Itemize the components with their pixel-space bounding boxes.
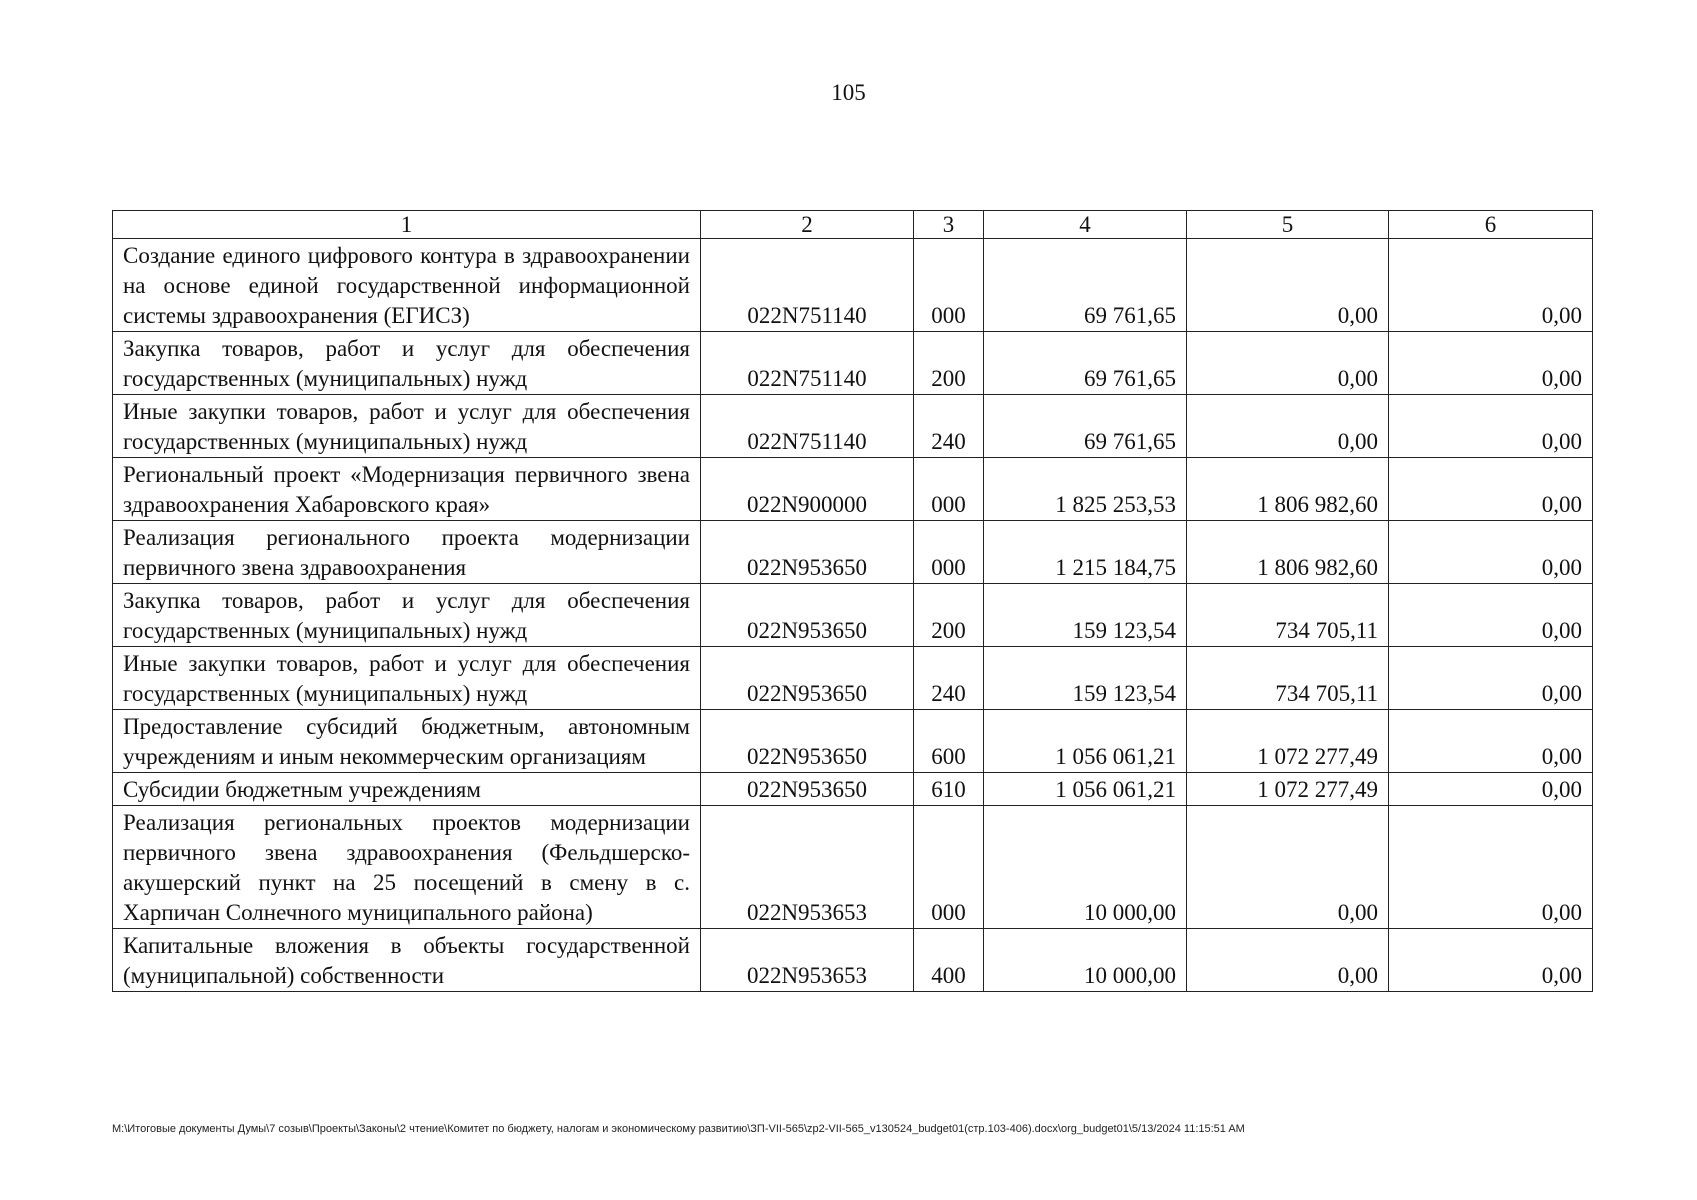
- expense-type-cell: 610: [914, 773, 984, 806]
- row-name-cell: Реализация регионального проекта модернизации первичного звена здравоохранения: [113, 521, 701, 584]
- amount-col6-cell: 0,00: [1389, 773, 1593, 806]
- amount-col5-cell: 0,00: [1187, 239, 1389, 332]
- row-name-cell: Предоставление субсидий бюджетным, автономным учреждениям и иным некоммерческим организациям: [113, 710, 701, 773]
- target-article-cell: 022N953653: [701, 806, 914, 929]
- amount-col5-cell: 0,00: [1187, 395, 1389, 458]
- column-header: 3: [914, 211, 984, 239]
- amount-col4-cell: 1 056 061,21: [984, 773, 1187, 806]
- table-row: [113, 458, 1593, 521]
- amount-col5-cell: 1 806 982,60: [1187, 521, 1389, 584]
- amount-col6-cell: 0,00: [1389, 806, 1593, 929]
- amount-col6-cell: 0,00: [1389, 584, 1593, 647]
- target-article-cell: 022N751140: [701, 395, 914, 458]
- row-name-cell: Иные закупки товаров, работ и услуг для обеспечения государственных (муниципальных) нужд: [113, 395, 701, 458]
- expense-type-cell: 200: [914, 332, 984, 395]
- amount-col6-cell: 0,00: [1389, 395, 1593, 458]
- amount-col6-cell: 0,00: [1389, 332, 1593, 395]
- table-row: [113, 647, 1593, 710]
- amount-col4-cell: 10 000,00: [984, 929, 1187, 992]
- row-name-cell: Региональный проект «Модернизация первичного звена здравоохранения Хабаровского края»: [113, 458, 701, 521]
- target-article-cell: 022N953653: [701, 929, 914, 992]
- table-row: [113, 332, 1593, 395]
- row-name-cell: Субсидии бюджетным учреждениям: [113, 773, 701, 806]
- expense-type-cell: 000: [914, 806, 984, 929]
- target-article-cell: 022N751140: [701, 332, 914, 395]
- table-row: [113, 239, 1593, 332]
- column-header: 2: [701, 211, 914, 239]
- table-body: [113, 239, 1593, 992]
- amount-col5-cell: 734 705,11: [1187, 584, 1389, 647]
- amount-col5-cell: 1 806 982,60: [1187, 458, 1389, 521]
- expense-type-cell: 240: [914, 395, 984, 458]
- table-row: [113, 773, 1593, 806]
- expense-type-cell: 240: [914, 647, 984, 710]
- column-header: 5: [1187, 211, 1389, 239]
- header-row: [113, 211, 1593, 239]
- expense-type-cell: 000: [914, 521, 984, 584]
- target-article-cell: 022N751140: [701, 239, 914, 332]
- amount-col4-cell: 1 825 253,53: [984, 458, 1187, 521]
- amount-col5-cell: 0,00: [1187, 332, 1389, 395]
- amount-col5-cell: 0,00: [1187, 806, 1389, 929]
- row-name-cell: Иные закупки товаров, работ и услуг для обеспечения государственных (муниципальных) нужд: [113, 647, 701, 710]
- amount-col6-cell: 0,00: [1389, 710, 1593, 773]
- table-header: [113, 211, 1593, 239]
- row-name-cell: Реализация региональных проектов модернизации первичного звена здравоохранения (Фельдшерско-акушерский пункт на 25 посещений в смену в с. Харпичан Солнечного муниципального района): [113, 806, 701, 929]
- amount-col4-cell: 69 761,65: [984, 395, 1187, 458]
- row-name-cell: Закупка товаров, работ и услуг для обеспечения государственных (муниципальных) нужд: [113, 584, 701, 647]
- expense-type-cell: 000: [914, 239, 984, 332]
- target-article-cell: 022N953650: [701, 773, 914, 806]
- target-article-cell: 022N953650: [701, 647, 914, 710]
- amount-col4-cell: 69 761,65: [984, 332, 1187, 395]
- target-article-cell: 022N900000: [701, 458, 914, 521]
- expense-type-cell: 400: [914, 929, 984, 992]
- column-header: 1: [113, 211, 701, 239]
- table-row: [113, 521, 1593, 584]
- target-article-cell: 022N953650: [701, 710, 914, 773]
- table-row: [113, 929, 1593, 992]
- amount-col4-cell: 69 761,65: [984, 239, 1187, 332]
- amount-col6-cell: 0,00: [1389, 458, 1593, 521]
- amount-col6-cell: 0,00: [1389, 521, 1593, 584]
- amount-col6-cell: 0,00: [1389, 647, 1593, 710]
- budget-table: [112, 210, 1593, 992]
- amount-col4-cell: 1 056 061,21: [984, 710, 1187, 773]
- expense-type-cell: 200: [914, 584, 984, 647]
- row-name-cell: Закупка товаров, работ и услуг для обеспечения государственных (муниципальных) нужд: [113, 332, 701, 395]
- column-header: 6: [1389, 211, 1593, 239]
- page-number: 105: [831, 80, 866, 105]
- amount-col5-cell: 734 705,11: [1187, 647, 1389, 710]
- row-name-cell: Капитальные вложения в объекты государственной (муниципальной) собственности: [113, 929, 701, 992]
- row-name-cell: Создание единого цифрового контура в здравоохранении на основе единой государственной информационной системы здравоохранения (ЕГИСЗ): [113, 239, 701, 332]
- expense-type-cell: 600: [914, 710, 984, 773]
- amount-col5-cell: 0,00: [1187, 929, 1389, 992]
- amount-col4-cell: 159 123,54: [984, 647, 1187, 710]
- target-article-cell: 022N953650: [701, 584, 914, 647]
- table-row: [113, 395, 1593, 458]
- amount-col4-cell: 10 000,00: [984, 806, 1187, 929]
- amount-col6-cell: 0,00: [1389, 239, 1593, 332]
- target-article-cell: 022N953650: [701, 521, 914, 584]
- table-row: [113, 584, 1593, 647]
- amount-col4-cell: 1 215 184,75: [984, 521, 1187, 584]
- table-row: [113, 710, 1593, 773]
- amount-col6-cell: 0,00: [1389, 929, 1593, 992]
- column-header: 4: [984, 211, 1187, 239]
- table-row: [113, 806, 1593, 929]
- amount-col4-cell: 159 123,54: [984, 584, 1187, 647]
- file-path-footer: M:\Итоговые документы Думы\7 созыв\Проекты\Законы\2 чтение\Комитет по бюджету, налогам и экономическому развитию\ЗП-VII-565\zp2-VII-565_v130524_budget01(стр.103-406).docx\org_budget01\5/13/2024 11:15:51 AM: [112, 1123, 1245, 1135]
- amount-col5-cell: 1 072 277,49: [1187, 773, 1389, 806]
- expense-type-cell: 000: [914, 458, 984, 521]
- amount-col5-cell: 1 072 277,49: [1187, 710, 1389, 773]
